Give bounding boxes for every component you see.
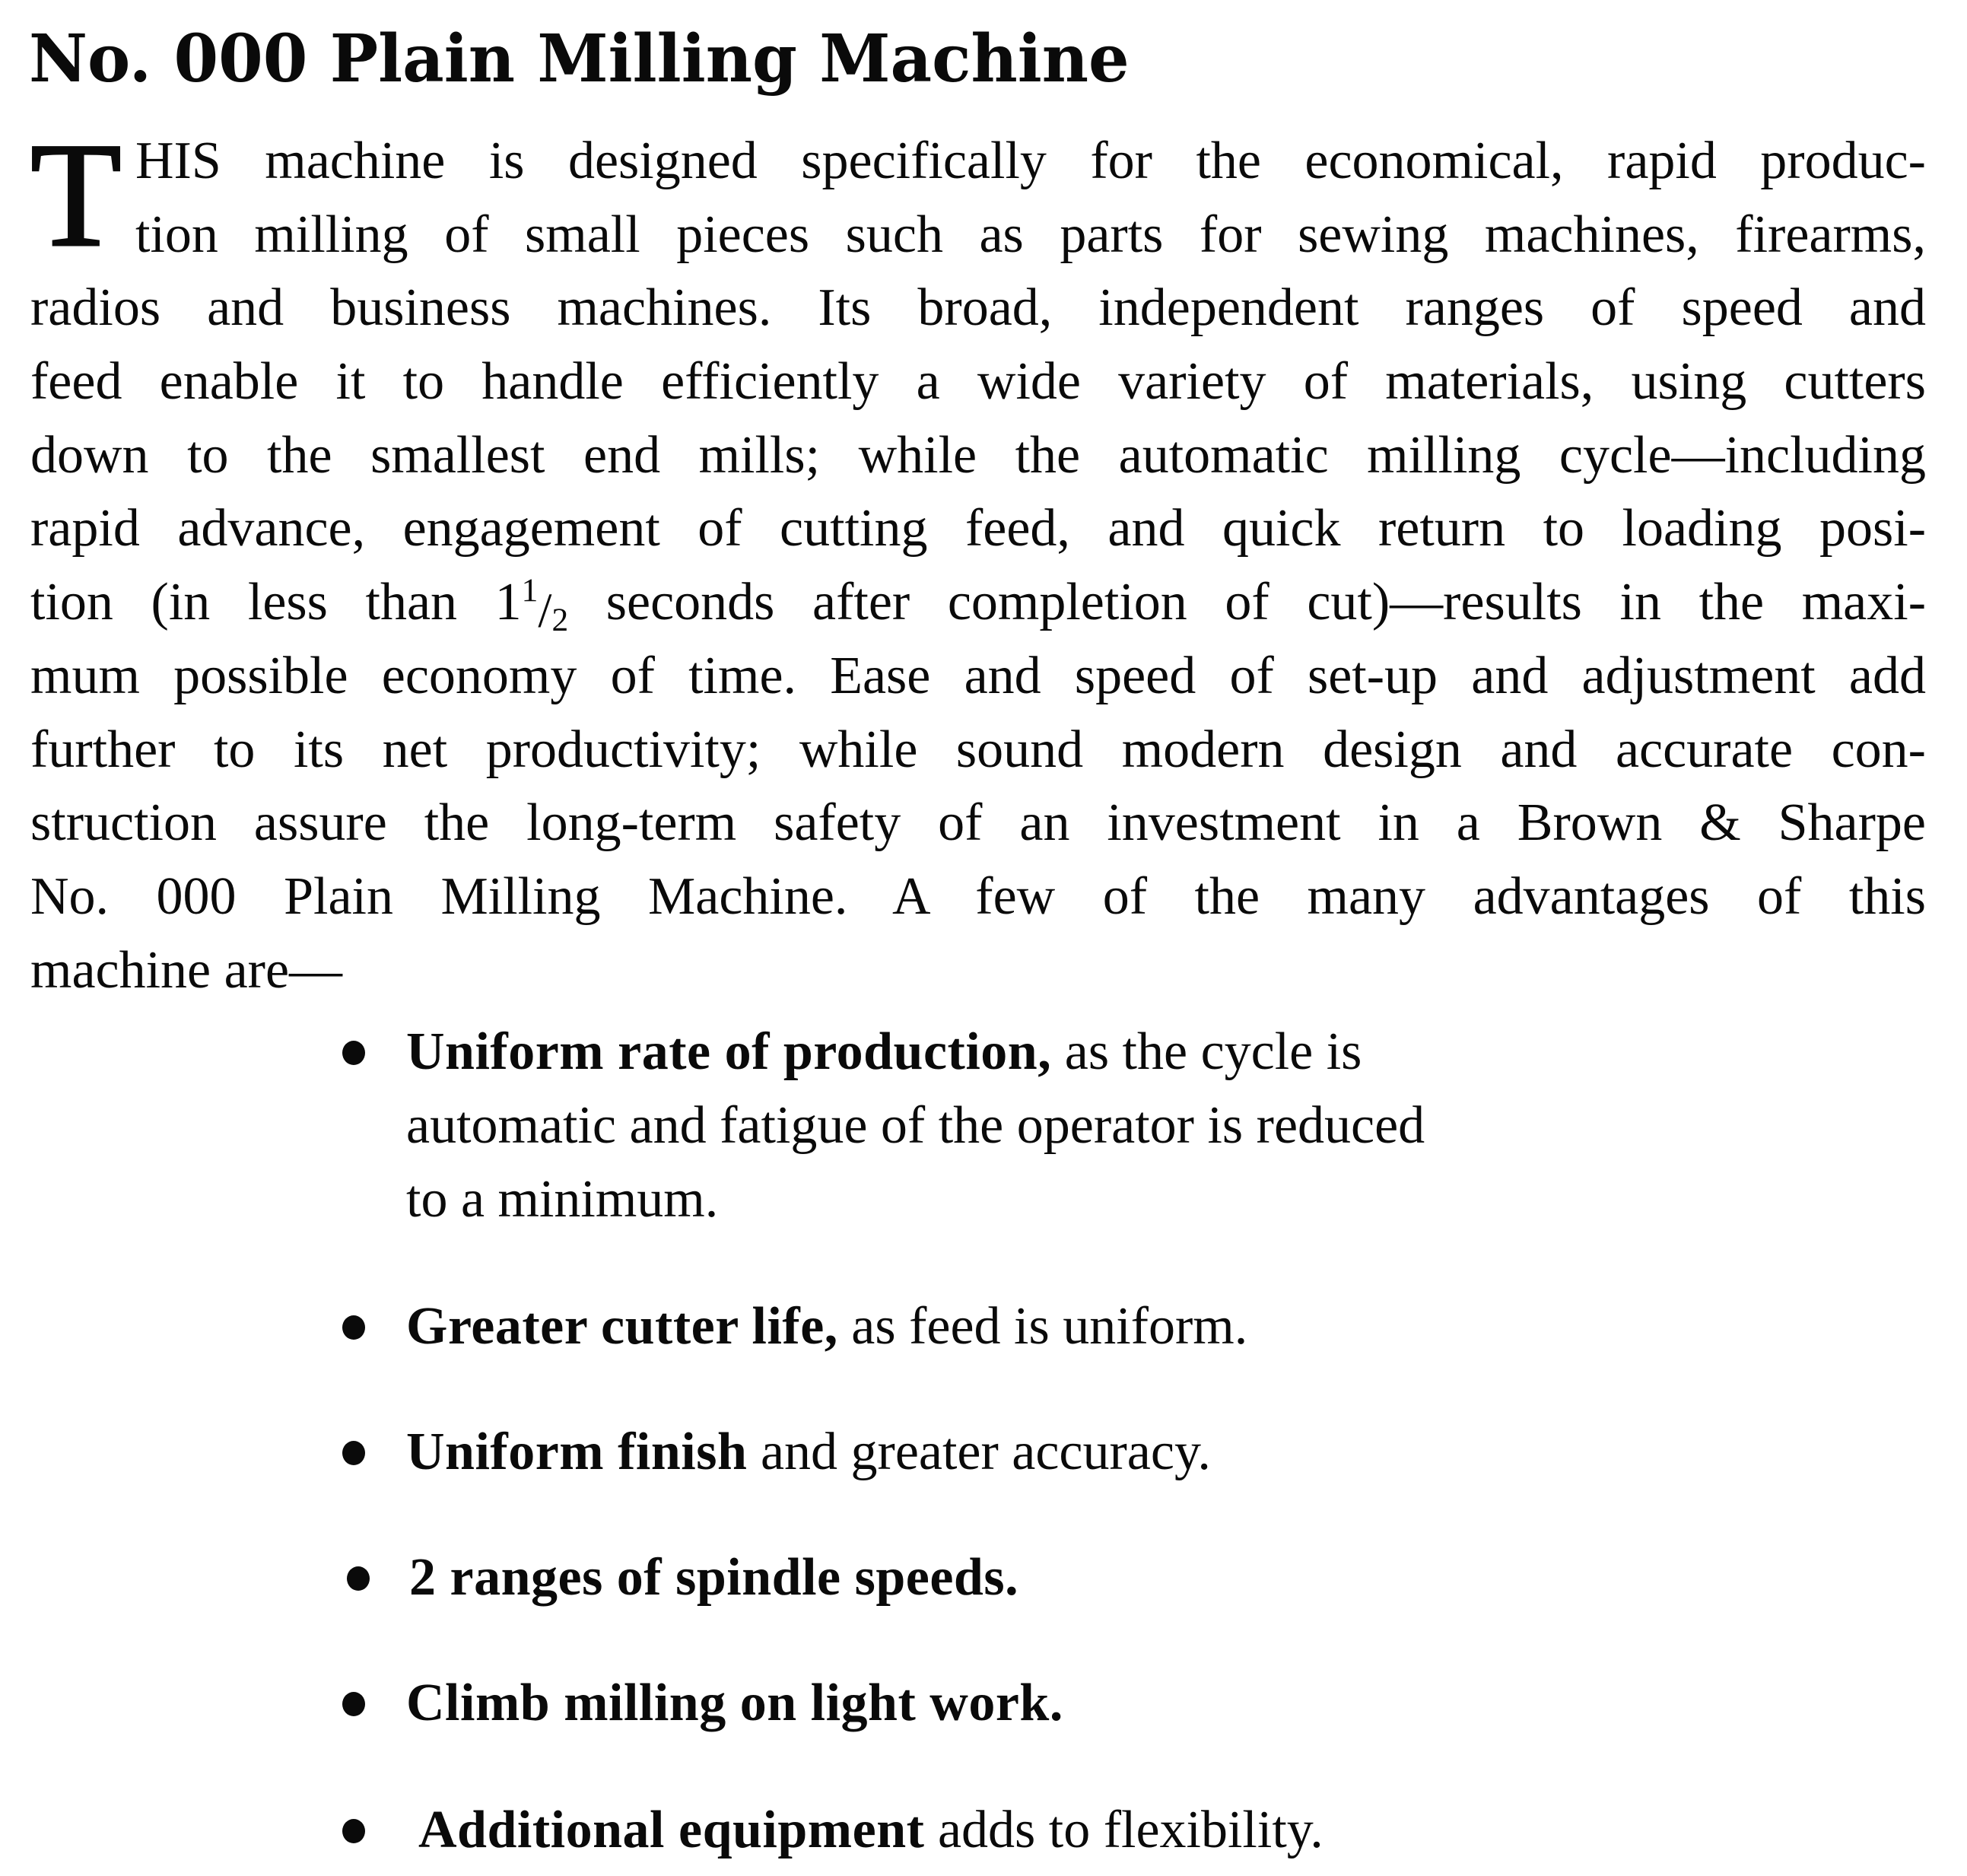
advantage-rest: and greater accuracy. bbox=[747, 1423, 1211, 1481]
intro-line: struction assure the long-term safety of an investment in a Brown & Sharpe bbox=[30, 793, 1926, 853]
bullet-icon bbox=[342, 1441, 365, 1465]
advantage-line bbox=[406, 1015, 1425, 1089]
fraction-one-half bbox=[522, 567, 569, 646]
advantage-bold: Climb milling on light work. bbox=[406, 1674, 1063, 1732]
intro-line: radios and business machines. Its broad, independent ranges of speed and bbox=[30, 278, 1926, 338]
advantage-bold: Greater cutter life, bbox=[406, 1297, 838, 1356]
bullet-icon bbox=[342, 1041, 365, 1065]
intro-line: feed enable it to handle efficiently a wide variety of materials, using cutters bbox=[30, 352, 1926, 412]
fraction-slash: / bbox=[538, 583, 552, 638]
advantage-rest: as the cycle is bbox=[1051, 1022, 1362, 1081]
advantage-bold: 2 ranges of spindle speeds. bbox=[409, 1548, 1019, 1607]
advantage-line bbox=[418, 1793, 1324, 1867]
fraction-denominator: 2 bbox=[551, 602, 569, 639]
advantage-text bbox=[406, 1015, 1425, 1236]
advantage-bold: Uniform rate of production, bbox=[406, 1022, 1052, 1081]
fraction-whole: 1 bbox=[494, 573, 522, 632]
advantage-text bbox=[406, 1289, 1247, 1363]
advantage-line bbox=[409, 1541, 1018, 1614]
intro-line: down to the smallest end mills; while the automatic milling cycle—including bbox=[30, 425, 1926, 485]
intro-line: No. 000 Plain Milling Machine. A few of the many advantages of this bbox=[30, 866, 1926, 926]
intro-line: mum possible economy of time. Ease and speed of set-up and adjustment add bbox=[30, 646, 1926, 705]
bullet-icon bbox=[342, 1315, 365, 1340]
intro-line: HIS machine is designed specifically for the economical, rapid produc- bbox=[135, 132, 1926, 190]
advantage-bold: Additional equipment bbox=[418, 1801, 925, 1859]
advantage-line bbox=[406, 1289, 1247, 1363]
advantage-rest: as feed is uniform. bbox=[837, 1297, 1248, 1356]
advantage-text bbox=[409, 1541, 1018, 1614]
intro-line: tion milling of small pieces such as parts for sewing machines, firearms, bbox=[135, 205, 1926, 264]
page-title: No. 000 Plain Milling Machine bbox=[29, 21, 1130, 97]
advantage-rest: adds to flexibility. bbox=[924, 1801, 1324, 1859]
bullet-icon bbox=[342, 1819, 365, 1843]
fraction-numerator: 1 bbox=[521, 572, 539, 609]
advantage-text bbox=[406, 1666, 1063, 1740]
advantage-text bbox=[406, 1415, 1211, 1489]
intro-paragraph bbox=[30, 113, 1927, 1007]
intro-line-with-fraction bbox=[30, 566, 1926, 640]
advantage-line: to a minimum. bbox=[406, 1170, 719, 1229]
advantage-line bbox=[406, 1415, 1211, 1489]
intro-line-start: tion (in less than bbox=[30, 573, 458, 632]
bullet-icon bbox=[347, 1566, 370, 1591]
intro-line: further to its net productivity; while sound modern design and accurate con- bbox=[30, 720, 1926, 779]
bullet-icon bbox=[342, 1692, 365, 1716]
advantage-line: automatic and fatigue of the operator is reduced bbox=[406, 1096, 1425, 1155]
intro-line: machine are— bbox=[30, 940, 343, 1000]
advantage-text bbox=[418, 1793, 1324, 1867]
intro-line: rapid advance, engagement of cutting feed, and quick return to loading posi- bbox=[30, 499, 1926, 558]
advantage-bold: Uniform finish bbox=[406, 1423, 748, 1481]
drop-cap: T bbox=[30, 113, 122, 278]
intro-line-end: seconds after completion of cut)—results in the maxi- bbox=[605, 573, 1927, 632]
advantage-line bbox=[406, 1666, 1063, 1740]
